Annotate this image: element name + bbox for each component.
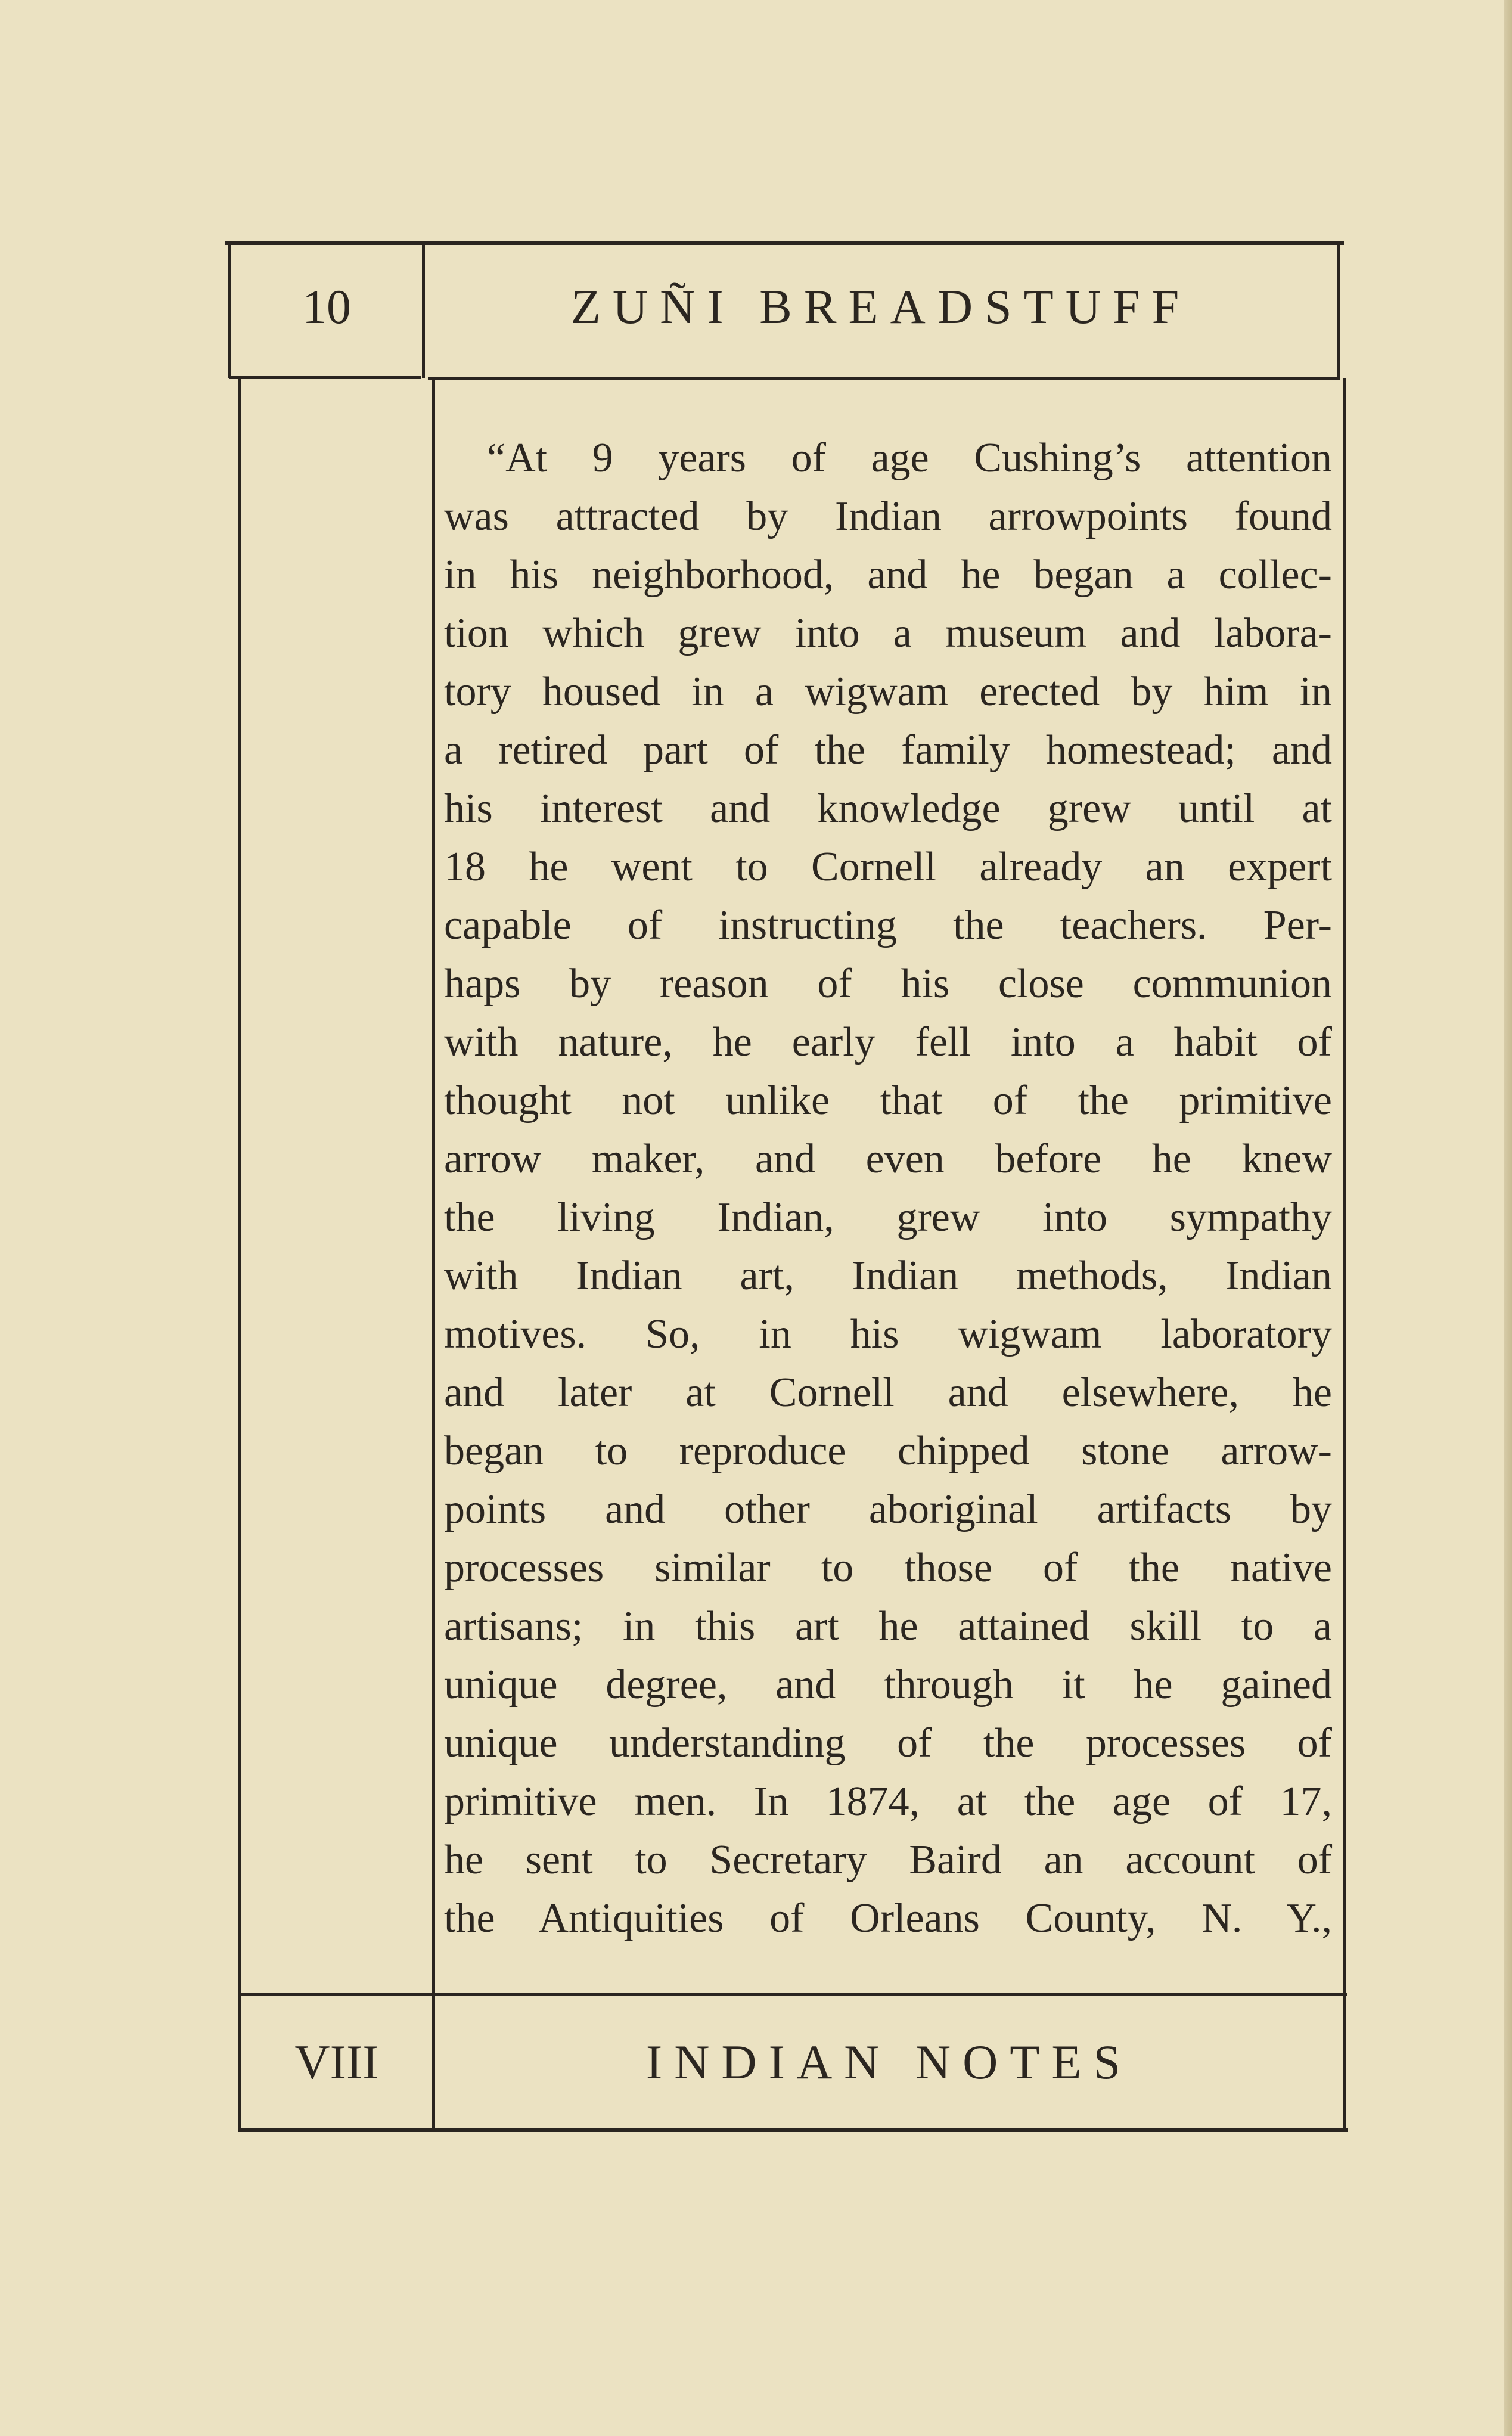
text-line: the living Indian, grew into sympathy <box>444 1194 1332 1240</box>
text-line: with nature, he early fell into a habit of <box>444 1019 1332 1065</box>
text-line: began to reproduce chipped stone arrow- <box>444 1428 1332 1474</box>
frame-bottom-rule <box>238 2128 1348 2132</box>
frame-right-rule <box>1343 378 1346 2131</box>
text-line: with Indian art, Indian methods, Indian <box>444 1253 1332 1299</box>
text-line: unique understanding of the processes of <box>444 1720 1332 1766</box>
text-line: processes similar to those of the native <box>444 1545 1332 1591</box>
text-line: points and other aboriginal artifacts by <box>444 1487 1332 1532</box>
signature-mark: VIII <box>294 2035 379 2089</box>
text-line: tion which grew into a museum and labora- <box>444 610 1332 656</box>
header-rule-left <box>229 376 421 379</box>
text-line: in his neighborhood, and he began a collec- <box>444 552 1332 598</box>
text-line: unique degree, and through it he gained <box>444 1662 1332 1708</box>
text-line: primitive men. In 1874, at the age of 17, <box>444 1779 1332 1824</box>
text-line: arrow maker, and even before he knew <box>444 1136 1332 1182</box>
text-line: 18 he went to Cornell already an expert <box>444 844 1332 890</box>
frame-left-rule <box>238 378 241 2131</box>
column-divider <box>432 378 435 2131</box>
text-line: a retired part of the family homestead; and <box>444 727 1332 773</box>
text-line: artisans; in this art he attained skill to a <box>444 1603 1332 1649</box>
running-title: ZUÑI BREADSTUFF <box>570 280 1191 334</box>
series-title: INDIAN NOTES <box>645 2035 1133 2089</box>
frame-right-rule-header <box>1337 241 1340 378</box>
body-text <box>444 429 1332 1948</box>
text-line: tory housed in a wigwam erected by him in <box>444 669 1332 715</box>
text-line: haps by reason of his close communion <box>444 961 1332 1007</box>
text-line: the Antiquities of Orleans County, N. Y., <box>444 1895 1332 1941</box>
text-line: “At 9 years of age Cushing’s attention <box>487 435 1332 481</box>
header-rule-right <box>428 377 1340 380</box>
text-line: motives. So, in his wigwam laboratory <box>444 1311 1332 1357</box>
page-edge <box>1504 0 1512 2436</box>
text-line: capable of instructing the teachers. Per- <box>444 902 1332 948</box>
page-number: 10 <box>302 280 351 334</box>
footer-rule <box>238 1993 1347 1996</box>
text-line: his interest and knowledge grew until at <box>444 786 1332 831</box>
frame-top-rule <box>225 241 1344 245</box>
text-line: thought not unlike that of the primitive <box>444 1078 1332 1124</box>
text-line: he sent to Secretary Baird an account of <box>444 1837 1332 1883</box>
text-line: and later at Cornell and elsewhere, he <box>444 1370 1332 1416</box>
text-line: was attracted by Indian arrowpoints found <box>444 494 1332 539</box>
